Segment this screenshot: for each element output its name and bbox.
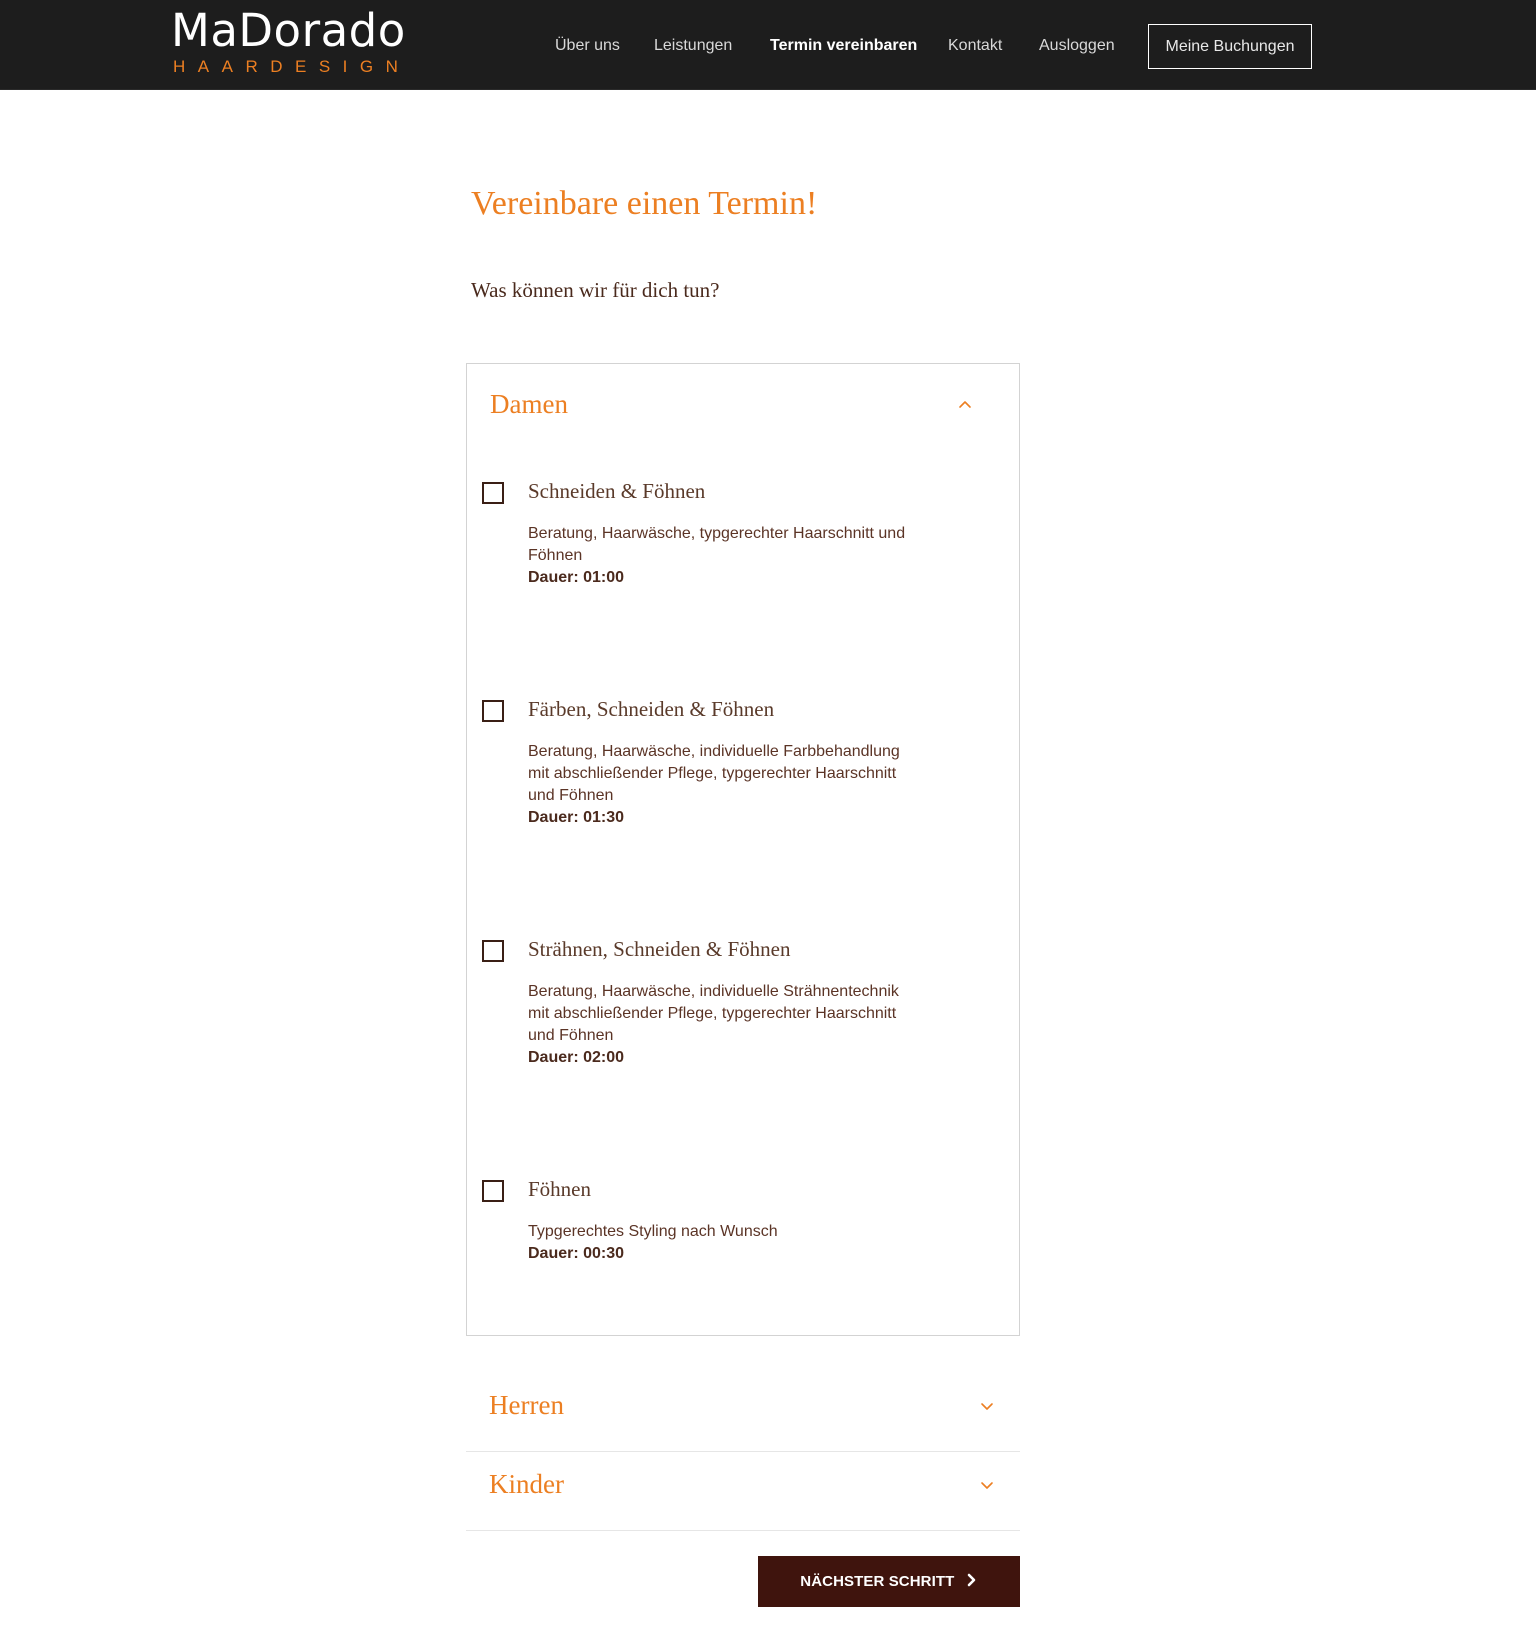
herren-category-title: Herren [489,1390,564,1420]
service-description: Beratung, Haarwäsche, typgerechter Haarschnitt und Föhnen [528,525,906,564]
chevron-up-icon[interactable] [956,396,974,414]
service-description: Beratung, Haarwäsche, individuelle Strähnentechnik mit abschließender Pflege, typgerechter Haarschnitt und Föhnen [528,983,899,1044]
herren-category-accordion[interactable] [466,1373,1020,1452]
nav-link-leistungen[interactable]: Leistungen [654,37,733,54]
next-step-button[interactable] [758,1556,1020,1607]
chevron-right-icon [966,1573,978,1587]
madorado-logo[interactable] [171,4,411,78]
damen-category-header[interactable] [490,384,998,428]
service-duration: Dauer: 02:00 [528,1049,625,1066]
damen-category-panel [466,363,1020,1336]
service-title: Schneiden & Föhnen [528,479,706,503]
service-description: Typgerechtes Styling nach Wunsch [528,1223,778,1240]
chevron-down-icon[interactable] [978,1397,996,1415]
chevron-down-icon[interactable] [978,1476,996,1494]
nav-link-ueber-uns[interactable]: Über uns [555,37,620,54]
service-checkbox[interactable] [482,1180,504,1202]
nav-link-termin-vereinbaren[interactable]: Termin vereinbaren [770,37,918,54]
service-duration: Dauer: 01:00 [528,569,625,586]
service-question: Was können wir für dich tun? [471,278,720,302]
service-duration: Dauer: 01:30 [528,809,625,826]
service-checkbox[interactable] [482,940,504,962]
nav-link-ausloggen[interactable]: Ausloggen [1039,37,1115,54]
site-header [0,0,1536,90]
logo-wordmark: MaDorado [171,4,406,57]
service-duration: Dauer: 00:30 [528,1245,625,1262]
service-title: Färben, Schneiden & Föhnen [528,697,775,721]
logo-tagline: HAARDESIGN [173,57,411,76]
service-checkbox[interactable] [482,482,504,504]
kinder-category-title: Kinder [489,1469,564,1499]
service-description: Beratung, Haarwäsche, individuelle Farbbehandlung mit abschließender Pflege, typgerechter Haarschnitt und Föhnen [528,743,900,804]
damen-category-title: Damen [490,389,568,419]
nav-link-kontakt[interactable]: Kontakt [948,37,1003,54]
service-title: Strähnen, Schneiden & Föhnen [528,937,791,961]
service-checkbox[interactable] [482,700,504,722]
next-step-button-label: NÄCHSTER SCHRITT [800,1573,955,1590]
my-bookings-button[interactable]: Meine Buchungen [1148,24,1312,69]
page-title: Vereinbare einen Termin! [471,185,818,222]
kinder-category-accordion[interactable] [466,1452,1020,1531]
service-title: Föhnen [528,1177,591,1201]
